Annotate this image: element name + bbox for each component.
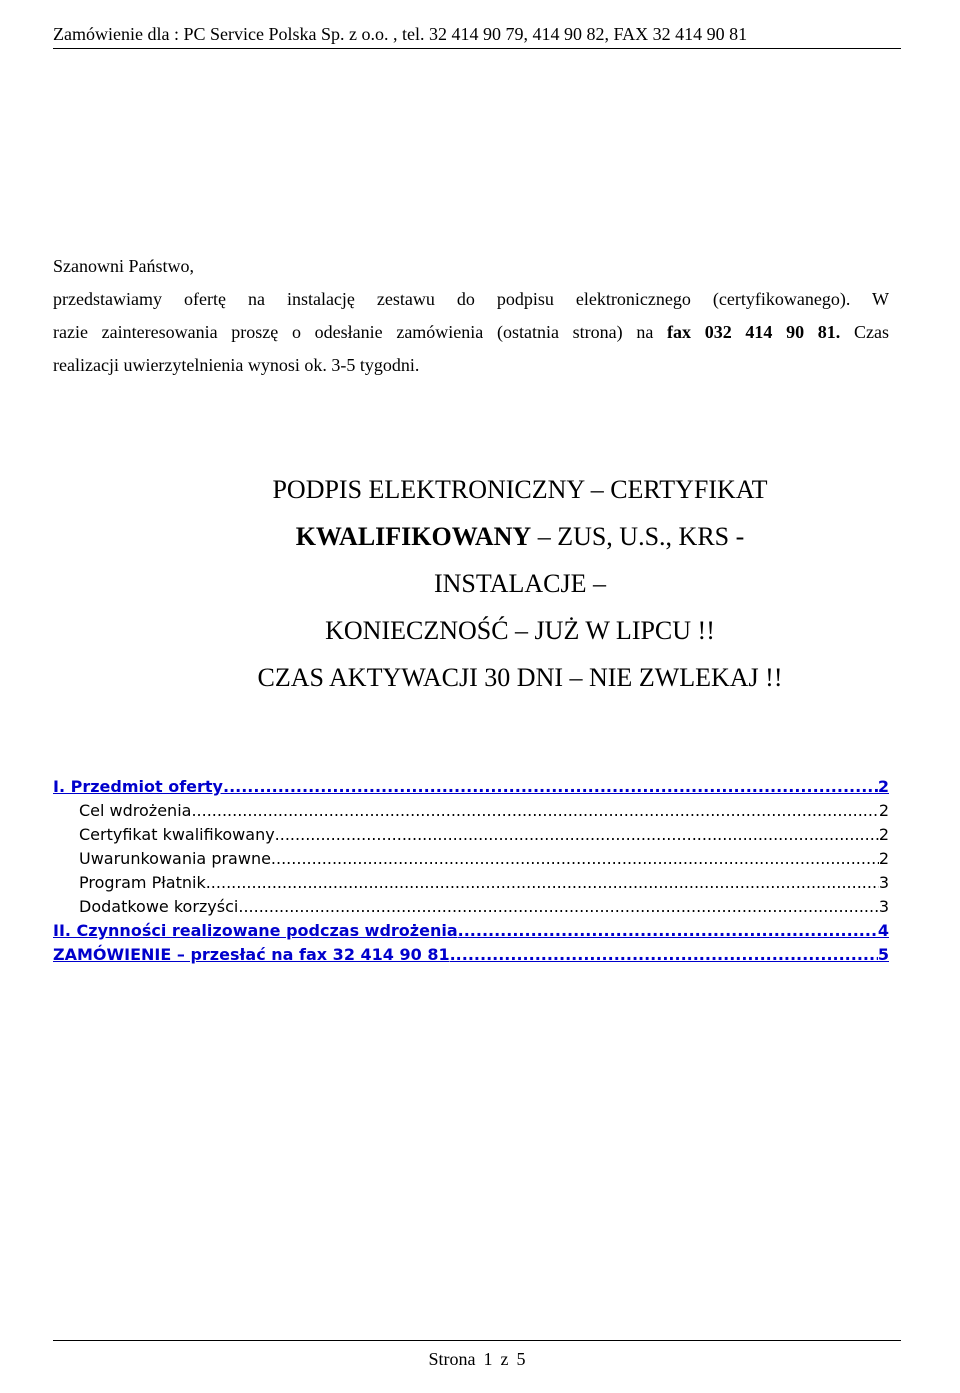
toc-entry-label: I. Przedmiot oferty bbox=[53, 777, 223, 796]
toc-entry[interactable] bbox=[53, 823, 889, 847]
toc-dot-leader bbox=[275, 823, 879, 847]
toc-entry-page: 2 bbox=[878, 801, 889, 820]
page-footer bbox=[53, 1347, 901, 1371]
toc-entry-label: II. Czynności realizowane podczas wdrożenia bbox=[53, 921, 458, 940]
title-line-2-bold: KWALIFIKOWANY bbox=[295, 522, 532, 551]
toc-entry-page: 5 bbox=[877, 945, 889, 964]
footer-divider bbox=[53, 1340, 901, 1341]
offer-title bbox=[150, 466, 890, 701]
toc-entry-page: 3 bbox=[878, 873, 889, 892]
title-line-5: CZAS AKTYWACJI 30 DNI – NIE ZWLEKAJ !! bbox=[257, 663, 783, 692]
intro-line-2-start: razie zainteresowania proszę o odesłanie zamówienia (ostatnia strona) na bbox=[53, 322, 668, 342]
toc-dot-leader bbox=[450, 943, 878, 967]
toc-entry-label: ZAMÓWIENIE – przesłać na fax 32 414 90 81 bbox=[53, 945, 450, 964]
intro-line-2-end: Czas bbox=[840, 322, 889, 342]
intro-line-2 bbox=[53, 316, 889, 349]
toc-entry[interactable] bbox=[53, 775, 889, 799]
toc-entry[interactable] bbox=[53, 871, 889, 895]
toc-entry-label: Program Płatnik bbox=[79, 873, 206, 892]
page-header bbox=[53, 22, 901, 49]
toc-dot-leader bbox=[271, 847, 879, 871]
title-line-1: PODPIS ELEKTRONICZNY – CERTYFIKAT bbox=[272, 475, 768, 504]
toc-entry-page: 4 bbox=[877, 921, 889, 940]
toc-entry-label: Dodatkowe korzyści bbox=[79, 897, 239, 916]
footer-current-page: 1 bbox=[483, 1349, 493, 1369]
header-text: Zamówienie dla : PC Service Polska Sp. z o.o. , tel. 32 414 90 79, 414 90 82, FAX 32 414 90 81 bbox=[53, 24, 748, 44]
title-line-4: KONIECZNOŚĆ – JUŻ W LIPCU !! bbox=[325, 616, 715, 645]
toc-dot-leader bbox=[206, 871, 879, 895]
toc-entry-page: 2 bbox=[878, 849, 889, 868]
footer-strona: Strona bbox=[428, 1349, 476, 1369]
footer-z: z bbox=[500, 1349, 509, 1369]
toc-dot-leader bbox=[238, 895, 878, 919]
toc-entry-label: Uwarunkowania prawne bbox=[79, 849, 271, 868]
toc-dot-leader bbox=[458, 919, 878, 943]
fax-number: fax 032 414 90 81. bbox=[667, 322, 841, 342]
toc-dot-leader bbox=[191, 799, 878, 823]
toc-entry-page: 2 bbox=[878, 825, 889, 844]
intro-paragraph bbox=[53, 250, 889, 382]
intro-line-1: przedstawiamy ofertę na instalację zestawu do podpisu elektronicznego (certyfikowanego). W bbox=[53, 289, 889, 309]
toc-entry[interactable] bbox=[53, 847, 889, 871]
table-of-contents bbox=[53, 775, 889, 967]
footer-total-pages: 5 bbox=[516, 1349, 526, 1369]
title-line-2 bbox=[150, 513, 890, 560]
greeting: Szanowni Państwo, bbox=[53, 256, 194, 276]
title-line-2-rest: – ZUS, U.S., KRS - bbox=[531, 522, 745, 551]
toc-entry[interactable] bbox=[53, 895, 889, 919]
toc-entry-page: 3 bbox=[878, 897, 889, 916]
toc-entry[interactable] bbox=[53, 943, 889, 967]
title-line-3: INSTALACJE – bbox=[434, 569, 606, 598]
toc-entry-label: Cel wdrożenia bbox=[79, 801, 192, 820]
toc-dot-leader bbox=[223, 775, 878, 799]
toc-entry[interactable] bbox=[53, 919, 889, 943]
toc-entry[interactable] bbox=[53, 799, 889, 823]
toc-entry-label: Certyfikat kwalifikowany bbox=[79, 825, 275, 844]
intro-line-3: realizacji uwierzytelnienia wynosi ok. 3-5 tygodni. bbox=[53, 355, 420, 375]
toc-entry-page: 2 bbox=[877, 777, 889, 796]
